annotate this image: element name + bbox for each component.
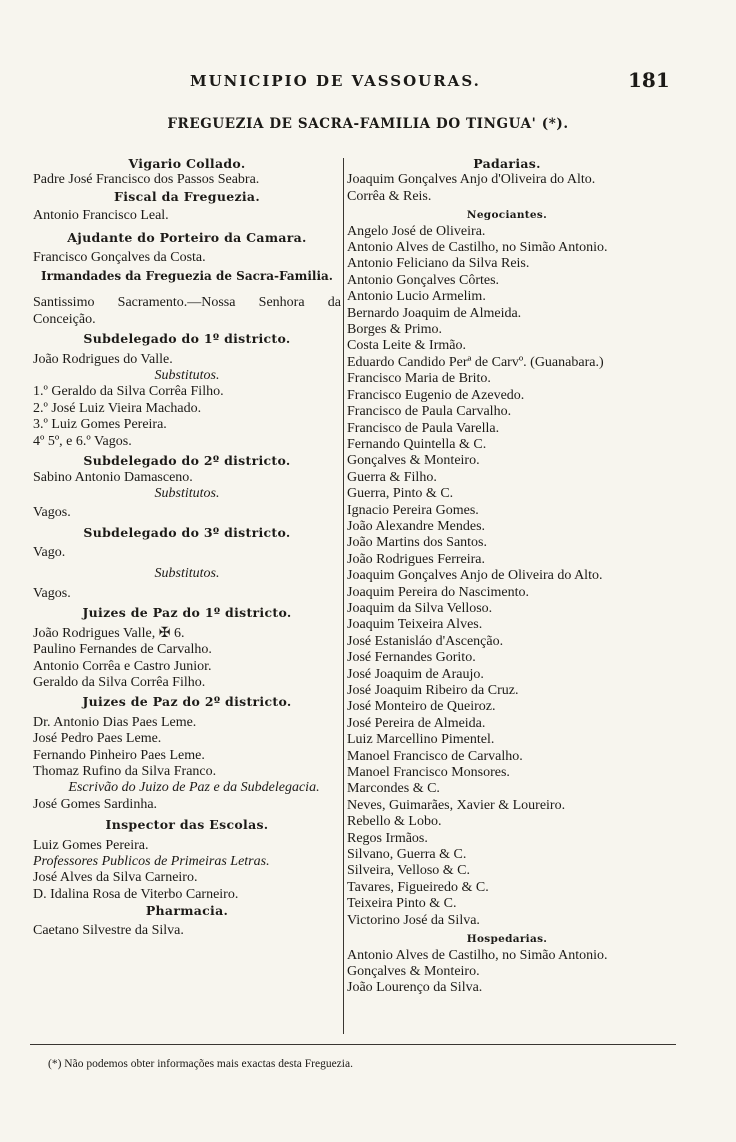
negociante-item: José Joaquim Ribeiro da Cruz. — [347, 683, 519, 698]
padarias-heading: Padarias. — [473, 156, 541, 171]
negociante-item: José Joaquim de Araujo. — [347, 666, 484, 682]
vigario-heading: Vigario Collado. — [128, 156, 246, 171]
ajudante-name: Francisco Gonçalves da Costa. — [33, 250, 206, 266]
subdelegado-3-heading: Subdelegado do 3º districto. — [83, 524, 291, 540]
section-title: FREGUEZIA DE SACRA-FAMILIA DO TINGUA' (*). — [167, 116, 569, 132]
subdelegado-2-heading: Subdelegado do 2º districto. — [83, 453, 291, 469]
negociante-item: Rebello & Lobo. — [347, 814, 442, 830]
subdelegado-1-substitutos-heading: Substitutos. — [154, 368, 220, 384]
irmandades-heading: Irmandades da Freguezia de Sacra-Familia. — [41, 269, 333, 284]
juiz-paz-2: José Pedro Paes Leme. — [33, 731, 162, 747]
negociante-item: José Estanisláo d'Ascenção. — [347, 633, 504, 649]
negociante-item: Antonio Gonçalves Côrtes. — [347, 272, 500, 288]
negociantes-heading: Negociantes. — [466, 209, 548, 222]
negociante-item: Antonio Alves de Castilho, no Simão Antonio. — [347, 240, 608, 256]
negociante-item: João Martins dos Santos. — [347, 535, 487, 551]
irmandades-text: Santissimo Sacramento.—Nossa Senhora da Conceição. — [33, 295, 341, 327]
negociante-item: Neves, Guimarães, Xavier & Loureiro. — [347, 797, 566, 813]
negociante-item: Joaquim Pereira do Nascimento. — [347, 584, 529, 600]
negociante-item: Manoel Francisco Monsores. — [347, 765, 510, 781]
subdelegado-3-name: Vago. — [33, 545, 66, 561]
negociante-item: Francisco Eugenio de Azevedo. — [347, 387, 525, 403]
hospedaria-item: Antonio Alves de Castilho, no Simão Antonio. — [347, 947, 608, 963]
juiz-paz-1: João Rodrigues Valle, ✠ 6. — [33, 625, 185, 641]
negociante-item: Guerra, Pinto & C. — [347, 486, 454, 502]
subdelegado-1-substituto: 4º 5º, e 6.º Vagos. — [33, 433, 132, 449]
juiz-paz-2: Thomaz Rufino da Silva Franco. — [33, 764, 217, 779]
juiz-paz-1: Antonio Corrêa e Castro Junior. — [33, 658, 212, 674]
fiscal-name: Antonio Francisco Leal. — [33, 208, 169, 224]
negociante-item: Joaquim Gonçalves Anjo de Oliveira do Alto. — [347, 568, 603, 584]
negociante-item: Costa Leite & Irmão. — [347, 338, 466, 354]
column-divider — [343, 158, 344, 1034]
running-head — [0, 68, 736, 94]
subdelegado-1-name: João Rodrigues do Valle. — [33, 351, 173, 367]
subdelegado-3-substitutos: Vagos. — [33, 585, 71, 601]
professor-name: D. Idalina Rosa de Viterbo Carneiro. — [33, 886, 239, 902]
professores-label: Professores Publicos de Primeiras Letras. — [33, 854, 270, 870]
negociante-item: Marcondes & C. — [347, 781, 440, 797]
negociante-item: Luiz Marcellino Pimentel. — [347, 732, 495, 748]
negociante-item: João Alexandre Mendes. — [347, 518, 486, 534]
negociante-item: Joaquim da Silva Velloso. — [347, 600, 493, 616]
footnote-rule — [30, 1044, 676, 1045]
negociante-item: Antonio Lucio Armelim. — [347, 289, 486, 305]
subdelegado-2-substitutos: Vagos. — [33, 505, 71, 521]
right-column — [347, 156, 667, 997]
negociante-item: José Monteiro de Queiroz. — [347, 699, 496, 715]
negociante-item: Francisco Maria de Brito. — [347, 371, 491, 387]
negociante-item: Francisco de Paula Varella. — [347, 420, 500, 436]
negociante-item: Gonçalves & Monteiro. — [347, 453, 480, 469]
juizes-paz-2-heading: Juizes de Paz do 2º districto. — [82, 694, 292, 710]
footnote: (*) Não podemos obter informações mais exactas desta Freguezia. — [48, 1058, 353, 1070]
subdelegado-1-heading: Subdelegado do 1º districto. — [83, 331, 291, 347]
negociante-item: Tavares, Figueiredo & C. — [347, 879, 489, 895]
juiz-paz-2: Dr. Antonio Dias Paes Leme. — [33, 714, 197, 730]
page-number: 181 — [628, 68, 670, 92]
pharmacia-name: Caetano Silvestre da Silva. — [33, 922, 184, 938]
padaria-item: Joaquim Gonçalves Anjo d'Oliveira do Alto. — [347, 172, 596, 188]
negociante-item: Silvano, Guerra & C. — [347, 847, 467, 863]
ajudante-heading: Ajudante do Porteiro da Camara. — [67, 229, 307, 245]
padaria-item: Corrêa & Reis. — [347, 188, 432, 204]
subdelegado-1-substituto: 3.º Luiz Gomes Pereira. — [33, 417, 167, 433]
negociante-item: Ignacio Pereira Gomes. — [347, 502, 479, 518]
negociante-item: Francisco de Paula Carvalho. — [347, 404, 512, 420]
escrivao-name: José Gomes Sardinha. — [33, 796, 158, 812]
juiz-paz-2: Fernando Pinheiro Paes Leme. — [33, 747, 205, 763]
negociante-item: Bernardo Joaquim de Almeida. — [347, 305, 522, 321]
negociante-item: Angelo José de Oliveira. — [347, 223, 486, 239]
subdelegado-1-substituto: 1.º Geraldo da Silva Corrêa Filho. — [33, 384, 224, 400]
left-column — [33, 156, 341, 939]
negociante-item: Manoel Francisco de Carvalho. — [347, 748, 523, 764]
negociante-item: Regos Irmãos. — [347, 830, 428, 846]
negociante-item: Eduardo Candido Perª de Carvº. (Guanabara.) — [347, 354, 604, 370]
negociantes-list — [347, 224, 667, 929]
subdelegado-1-substituto: 2.º José Luiz Vieira Machado. — [33, 400, 202, 416]
negociante-item: Silveira, Velloso & C. — [347, 863, 471, 879]
running-title: MUNICIPIO DE VASSOURAS. — [190, 72, 481, 90]
negociante-item: Victorino José da Silva. — [347, 912, 480, 928]
juiz-paz-1: Paulino Fernandes de Carvalho. — [33, 642, 212, 658]
negociante-item: José Fernandes Gorito. — [347, 650, 476, 666]
vigario-name: Padre José Francisco dos Passos Seabra. — [33, 172, 260, 188]
hospedarias-heading: Hospedarias. — [466, 933, 548, 946]
juiz-paz-1: Geraldo da Silva Corrêa Filho. — [33, 674, 206, 690]
subdelegado-2-substitutos-heading: Substitutos. — [154, 485, 220, 501]
hospedaria-item: João Lourenço da Silva. — [347, 980, 483, 996]
negociante-item: Teixeira Pinto & C. — [347, 896, 457, 912]
negociante-item: Borges & Primo. — [347, 322, 443, 338]
negociante-item: Joaquim Teixeira Alves. — [347, 617, 483, 633]
subdelegado-2-name: Sabino Antonio Damasceno. — [33, 469, 193, 485]
negociante-item: Fernando Quintella & C. — [347, 436, 487, 452]
inspector-name: Luiz Gomes Pereira. — [33, 837, 149, 853]
fiscal-heading: Fiscal da Freguezia. — [114, 188, 260, 204]
negociante-item: Antonio Feliciano da Silva Reis. — [347, 256, 530, 272]
negociante-item: João Rodrigues Ferreira. — [347, 551, 486, 567]
hospedaria-item: Gonçalves & Monteiro. — [347, 963, 480, 979]
escrivao-label: Escrivão do Juizo de Paz e da Subdelegacia. — [68, 780, 320, 796]
negociante-item: Guerra & Filho. — [347, 469, 437, 485]
juizes-paz-1-heading: Juizes de Paz do 1º districto. — [82, 605, 292, 621]
professor-name: José Alves da Silva Carneiro. — [33, 870, 198, 886]
pharmacia-heading: Pharmacia. — [145, 903, 229, 919]
negociante-item: José Pereira de Almeida. — [347, 715, 486, 731]
inspector-heading: Inspector das Escolas. — [105, 817, 269, 833]
subdelegado-3-substitutos-heading: Substitutos. — [154, 565, 220, 581]
